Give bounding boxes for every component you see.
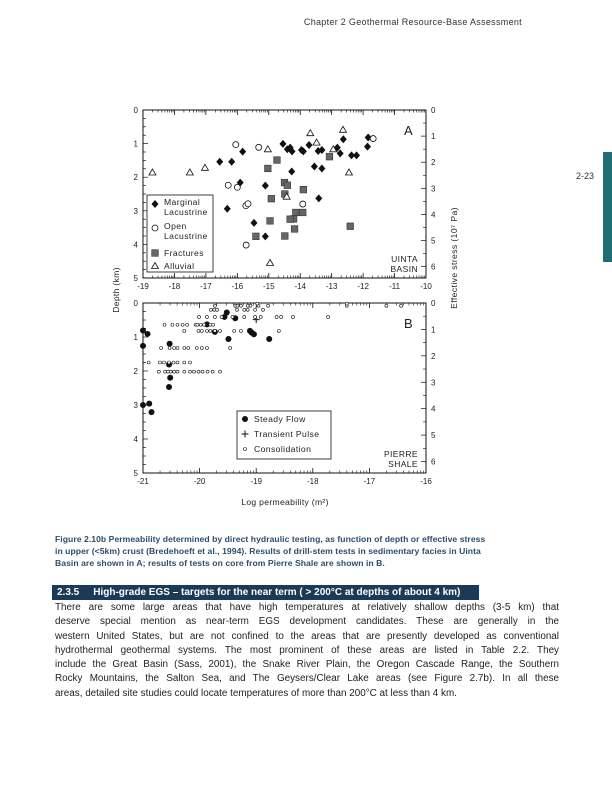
small-circle-marker xyxy=(212,323,215,326)
small-circle-marker xyxy=(195,346,198,349)
stress-tick-label: 5 xyxy=(431,431,436,441)
caption-line: Figure 2.10b Permeability determined by direct hydraulic testing, as function of depth or effective stress xyxy=(55,534,486,544)
stress-tick-label: 1 xyxy=(431,132,436,142)
small-circle-marker xyxy=(197,329,200,332)
x-tick-label: -14 xyxy=(294,282,307,291)
triangle-marker xyxy=(267,259,274,265)
y-tick-label: 3 xyxy=(133,206,138,216)
small-circle-marker xyxy=(201,370,204,373)
small-circle-marker xyxy=(211,370,214,373)
small-circle-marker xyxy=(239,329,242,332)
diamond-marker xyxy=(353,151,360,159)
small-circle-marker xyxy=(198,315,201,318)
x-tick-label: -11 xyxy=(389,282,401,291)
filled-circle-marker xyxy=(167,375,173,381)
small-circle-marker xyxy=(229,346,232,349)
x-tick-label: -19 xyxy=(250,477,262,486)
x-tick-label: -19 xyxy=(137,282,149,291)
small-circle-marker xyxy=(183,361,186,364)
small-circle-marker xyxy=(246,308,249,311)
small-circle-marker xyxy=(171,323,174,326)
small-circle-marker xyxy=(176,370,179,373)
open-circle-marker xyxy=(256,144,262,150)
square-marker xyxy=(287,216,294,223)
filled-circle-marker xyxy=(145,331,151,337)
open-circle-marker xyxy=(300,201,306,207)
x-tick-label: -16 xyxy=(231,282,244,291)
triangle-marker xyxy=(307,130,314,136)
small-circle-marker xyxy=(213,304,216,307)
small-circle-marker xyxy=(163,323,166,326)
small-circle-marker xyxy=(220,315,223,318)
small-circle-marker xyxy=(213,315,216,318)
panel-label: A xyxy=(404,123,413,138)
small-circle-marker xyxy=(181,323,184,326)
small-circle-marker xyxy=(205,346,208,349)
body-line: hydrothermal geothermal systems. The most prominent of these areas are listed in Table 2.2. They xyxy=(55,644,559,656)
small-circle-marker xyxy=(327,315,330,318)
body-line: Rocky Mountains, the Salton Sea, and The Geysers/Clear Lake areas (see Figure 2.7b). In all these xyxy=(55,673,559,685)
square-marker xyxy=(282,233,289,240)
small-circle-marker xyxy=(206,370,209,373)
legend-label: Alluvial xyxy=(164,261,195,271)
small-circle-marker xyxy=(218,370,221,373)
small-circle-marker xyxy=(176,346,179,349)
diamond-marker xyxy=(364,143,371,151)
x-tick-label: -21 xyxy=(137,477,149,486)
small-circle-marker xyxy=(192,370,195,373)
y-tick-label: 0 xyxy=(133,299,138,308)
small-circle-marker xyxy=(385,304,388,307)
diamond-marker xyxy=(279,140,286,148)
x-tick-label: -13 xyxy=(325,282,338,291)
diamond-marker xyxy=(311,162,318,170)
square-marker xyxy=(284,182,291,189)
y-tick-label: 5 xyxy=(133,469,138,478)
small-circle-marker xyxy=(160,346,163,349)
filled-circle-marker xyxy=(242,416,248,422)
diamond-marker xyxy=(318,164,325,172)
diamond-marker xyxy=(250,219,257,227)
stress-tick-label: 2 xyxy=(431,351,436,361)
filled-circle-marker xyxy=(166,384,172,390)
stress-tick-label: 4 xyxy=(431,210,436,220)
y-tick-label: 2 xyxy=(133,173,138,183)
stress-tick-label: 3 xyxy=(431,378,436,388)
y-tick-label: 4 xyxy=(133,240,138,250)
square-marker xyxy=(268,195,275,202)
body-line: western United States, but are not confined to the areas that are presently developed as conventional xyxy=(55,630,559,642)
small-circle-marker xyxy=(169,370,172,373)
y-tick-label: 0 xyxy=(133,106,138,115)
small-circle-marker xyxy=(188,370,191,373)
open-circle-marker xyxy=(233,142,239,148)
diamond-marker xyxy=(262,232,269,240)
small-circle-marker xyxy=(244,448,247,451)
y2-axis-title: Effective stress (10⁷ Pa) xyxy=(449,207,459,309)
square-marker xyxy=(267,218,274,225)
small-circle-marker xyxy=(275,315,278,318)
small-circle-marker xyxy=(209,308,212,311)
stress-tick-label: 1 xyxy=(431,325,436,335)
stress-tick-label: 3 xyxy=(431,184,436,194)
small-circle-marker xyxy=(400,304,403,307)
legend-label: Lacustrine xyxy=(164,207,208,217)
triangle-marker xyxy=(149,169,156,175)
x-tick-label: -18 xyxy=(307,477,319,486)
small-circle-marker xyxy=(187,346,190,349)
small-circle-marker xyxy=(157,370,160,373)
chapter-tab-marker xyxy=(603,152,612,262)
diamond-marker xyxy=(262,182,269,190)
small-circle-marker xyxy=(188,361,191,364)
small-circle-marker xyxy=(186,323,189,326)
small-circle-marker xyxy=(197,370,200,373)
diamond-marker xyxy=(224,205,231,213)
triangle-marker xyxy=(345,169,352,175)
body-paragraph xyxy=(55,601,559,701)
small-circle-marker xyxy=(256,302,259,305)
legend-label: Consolidation xyxy=(254,444,312,454)
small-circle-marker xyxy=(205,315,208,318)
small-circle-marker xyxy=(267,304,270,307)
small-circle-marker xyxy=(277,329,280,332)
filled-circle-marker xyxy=(140,343,146,349)
small-circle-marker xyxy=(345,302,348,305)
open-circle-marker xyxy=(370,136,376,142)
small-circle-marker xyxy=(162,361,165,364)
body-line: include the Great Basin (Sass, 2001), the Snake River Plain, the Oregon Cascade Range, the Southern xyxy=(55,659,559,671)
small-circle-marker xyxy=(233,329,236,332)
stress-tick-label: 0 xyxy=(431,299,436,308)
small-circle-marker xyxy=(254,308,257,311)
triangle-marker xyxy=(186,169,193,175)
small-circle-marker xyxy=(168,346,171,349)
small-circle-marker xyxy=(231,315,234,318)
x-tick-label: -16 xyxy=(420,477,432,486)
y-tick-label: 4 xyxy=(133,435,138,444)
small-circle-marker xyxy=(176,323,179,326)
small-circle-marker xyxy=(158,361,161,364)
small-circle-marker xyxy=(196,323,199,326)
legend-label: Marginal xyxy=(164,197,201,207)
square-marker xyxy=(299,209,306,216)
stress-tick-label: 2 xyxy=(431,158,436,168)
small-circle-marker xyxy=(200,329,203,332)
y-tick-label: 1 xyxy=(133,139,138,149)
small-circle-marker xyxy=(203,323,206,326)
open-circle-marker xyxy=(152,225,158,231)
body-line: There are some large areas that have high temperatures at relatively shallow depths (3-5 km) that xyxy=(55,602,559,613)
small-circle-marker xyxy=(200,346,203,349)
small-circle-marker xyxy=(239,304,242,307)
diamond-marker xyxy=(288,167,295,175)
small-circle-marker xyxy=(280,315,283,318)
panel-label: B xyxy=(404,316,413,331)
permeability-figure xyxy=(100,100,480,520)
legend-label: Lacustrine xyxy=(164,231,208,241)
filled-circle-marker xyxy=(146,401,152,407)
open-circle-marker xyxy=(234,184,240,190)
small-circle-marker xyxy=(243,308,246,311)
x-tick-label: -15 xyxy=(262,282,275,291)
triangle-marker xyxy=(339,126,346,132)
square-marker xyxy=(253,233,260,240)
x-tick-label: -10 xyxy=(420,282,432,291)
small-circle-marker xyxy=(216,308,219,311)
small-circle-marker xyxy=(147,361,150,364)
small-circle-marker xyxy=(261,308,264,311)
x-tick-label: -18 xyxy=(168,282,181,291)
small-circle-marker xyxy=(168,361,171,364)
site-label: UINTA xyxy=(391,254,418,264)
small-circle-marker xyxy=(243,315,246,318)
x-tick-label: -20 xyxy=(193,477,206,486)
small-circle-marker xyxy=(209,329,212,332)
square-marker xyxy=(152,250,159,257)
square-marker xyxy=(326,153,333,160)
filled-circle-marker xyxy=(225,336,231,342)
small-circle-marker xyxy=(205,329,208,332)
section-number: 2.3.5 xyxy=(57,587,80,598)
diamond-marker xyxy=(306,141,313,149)
x-tick-label: -17 xyxy=(363,477,376,486)
diamond-marker xyxy=(340,135,347,143)
filled-circle-marker xyxy=(140,402,146,408)
legend-label: Transient Pulse xyxy=(254,429,320,439)
triangle-marker xyxy=(264,146,271,152)
small-circle-marker xyxy=(236,304,239,307)
body-line: deserve special mention as near-term EGS development candidates. These are generally in the xyxy=(55,616,559,628)
small-circle-marker xyxy=(235,308,238,311)
y-tick-label: 5 xyxy=(133,274,138,283)
y-tick-label: 2 xyxy=(133,367,138,376)
filled-circle-marker xyxy=(251,331,257,337)
y-tick-label: 1 xyxy=(133,333,138,342)
caption-line: Basin are shown in A; results of tests on core from Pierre Shale are shown in B. xyxy=(55,558,385,569)
triangle-marker xyxy=(201,164,208,170)
square-marker xyxy=(265,165,272,172)
y-axis-title: Depth (km) xyxy=(111,267,121,313)
filled-circle-marker xyxy=(266,336,272,342)
x-tick-label: -12 xyxy=(357,282,369,291)
small-circle-marker xyxy=(183,370,186,373)
small-circle-marker xyxy=(173,346,176,349)
square-marker xyxy=(347,223,354,230)
filled-circle-marker xyxy=(167,341,173,347)
square-marker xyxy=(293,209,300,216)
small-circle-marker xyxy=(183,329,186,332)
small-circle-marker xyxy=(183,346,186,349)
site-label: BASIN xyxy=(390,264,418,274)
site-label: PIERRE xyxy=(383,449,418,459)
caption-line: in upper (<5km) crust (Bredehoeft et al., 1994). Results of drill-stem tests in sedimentary facies in Uinta xyxy=(55,546,481,557)
small-circle-marker xyxy=(249,304,252,307)
stress-tick-label: 5 xyxy=(431,236,436,246)
section-heading xyxy=(52,585,479,600)
diamond-marker xyxy=(315,194,322,202)
stress-tick-label: 6 xyxy=(431,457,436,467)
page-number: 2-23 xyxy=(576,171,595,181)
section-title: High-grade EGS – targets for the near term ( > 200°C at depths of about 4 km) xyxy=(93,587,461,598)
small-circle-marker xyxy=(172,361,175,364)
stress-tick-label: 4 xyxy=(431,404,436,414)
open-circle-marker xyxy=(225,182,231,188)
legend-label: Fractures xyxy=(164,248,204,258)
small-circle-marker xyxy=(173,370,176,373)
open-circle-marker xyxy=(245,201,251,207)
site-label: SHALE xyxy=(388,459,418,469)
small-circle-marker xyxy=(254,315,257,318)
stress-tick-label: 6 xyxy=(431,262,436,272)
square-marker xyxy=(274,157,281,164)
filled-circle-marker xyxy=(224,310,230,316)
y-tick-label: 3 xyxy=(133,401,138,410)
body-line: areas, detailed site studies could locate temperatures of more than 200°C at less than 4 km. xyxy=(55,687,457,699)
legend-label: Open xyxy=(164,221,187,231)
diamond-marker xyxy=(216,158,223,166)
small-circle-marker xyxy=(213,329,216,332)
small-circle-marker xyxy=(291,315,294,318)
figure-caption xyxy=(55,533,555,570)
diamond-marker xyxy=(228,158,235,166)
stress-tick-label: 0 xyxy=(431,106,436,115)
diamond-marker xyxy=(239,148,246,156)
legend-label: Steady Flow xyxy=(254,414,306,424)
running-header: Chapter 2 Geothermal Resource-Base Assessment xyxy=(303,17,522,27)
x-tick-label: -17 xyxy=(200,282,212,291)
small-circle-marker xyxy=(259,315,262,318)
small-circle-marker xyxy=(176,361,179,364)
square-marker xyxy=(300,186,307,193)
triangle-marker xyxy=(313,139,320,145)
open-circle-marker xyxy=(243,242,249,248)
square-marker xyxy=(291,226,298,233)
small-circle-marker xyxy=(199,323,202,326)
small-circle-marker xyxy=(218,329,221,332)
filled-circle-marker xyxy=(148,409,154,415)
x-axis-title: Log permeability (m²) xyxy=(241,497,329,507)
